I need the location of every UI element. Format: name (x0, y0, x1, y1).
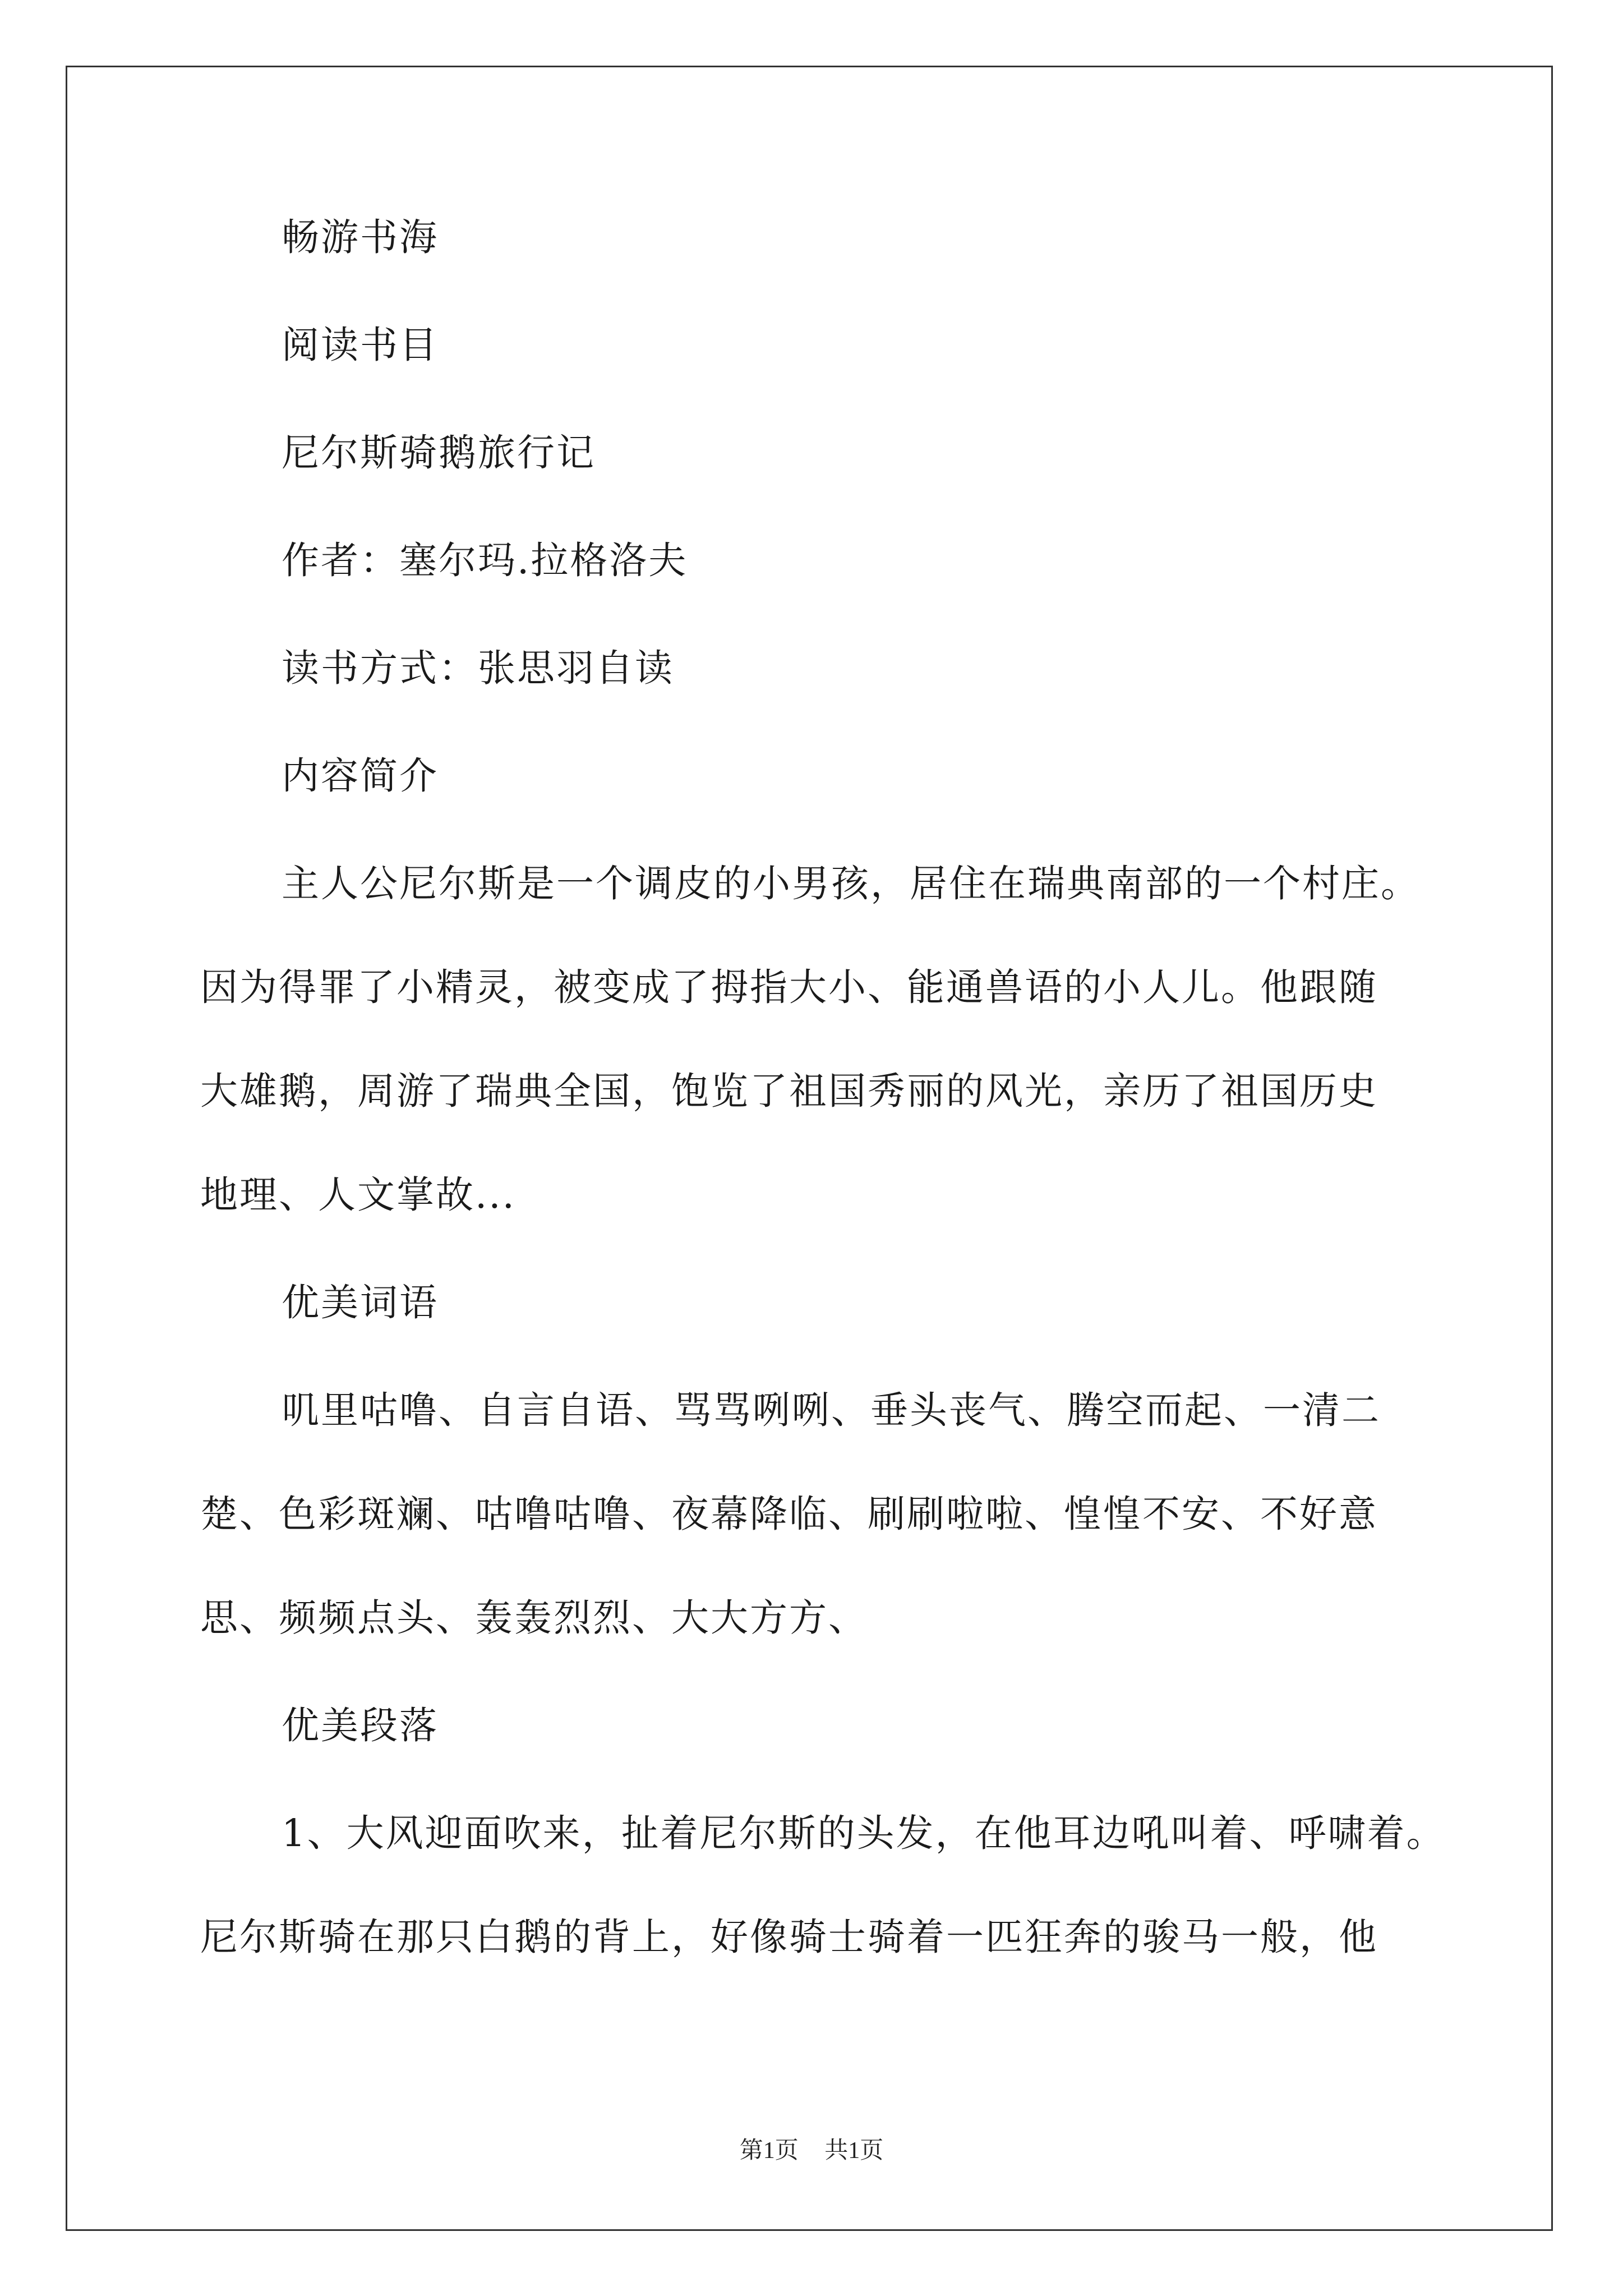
document-body (200, 215, 1446, 2026)
paragraph-line: 1、大风迎面吹来，扯着尼尔斯的头发，在他耳边吼叫着、呼啸着。 (282, 1811, 1446, 1855)
page-footer (0, 2132, 1623, 2165)
page-total: 共1页 (824, 2138, 884, 2164)
paragraph-line: 楚、色彩斑斓、咕噜咕噜、夜幕降临、刷刷啦啦、惶惶不安、不好意 (200, 1492, 1378, 1536)
paragraph-line: 主人公尼尔斯是一个调皮的小男孩，居住在瑞典南部的一个村庄。 (282, 862, 1420, 905)
book-title: 尼尔斯骑鹅旅行记 (282, 431, 596, 475)
summary-paragraph (200, 832, 1428, 1247)
paragraph-line: 叽里咕噜、自言自语、骂骂咧咧、垂头丧气、腾空而起、一清二 (282, 1388, 1381, 1432)
words-heading: 优美词语 (282, 1281, 439, 1324)
document-title: 畅游书海 (282, 215, 439, 259)
paragraph-line: 思、频频点头、轰轰烈烈、大大方方、 (200, 1596, 868, 1640)
reading-list-heading: 阅读书目 (282, 323, 439, 367)
passages-heading: 优美段落 (282, 1704, 439, 1747)
paragraph-line: 尼尔斯骑在那只白鹅的背上，好像骑士骑着一匹狂奔的骏马一般，他 (200, 1915, 1378, 1959)
words-paragraph (200, 1359, 1428, 1670)
summary-heading: 内容简介 (282, 754, 439, 798)
page-number: 第1页 (739, 2138, 799, 2164)
reading-method-line: 读书方式：张思羽自读 (282, 646, 674, 690)
paragraph-line: 地理、人文掌故... (200, 1173, 516, 1217)
passage-paragraph (200, 1782, 1446, 1989)
author-line: 作者：塞尔玛.拉格洛夫 (282, 539, 688, 582)
paragraph-line: 大雄鹅，周游了瑞典全国，饱览了祖国秀丽的风光，亲历了祖国历史 (200, 1069, 1378, 1113)
paragraph-line: 因为得罪了小精灵，被变成了拇指大小、能通兽语的小人儿。他跟随 (200, 965, 1378, 1009)
